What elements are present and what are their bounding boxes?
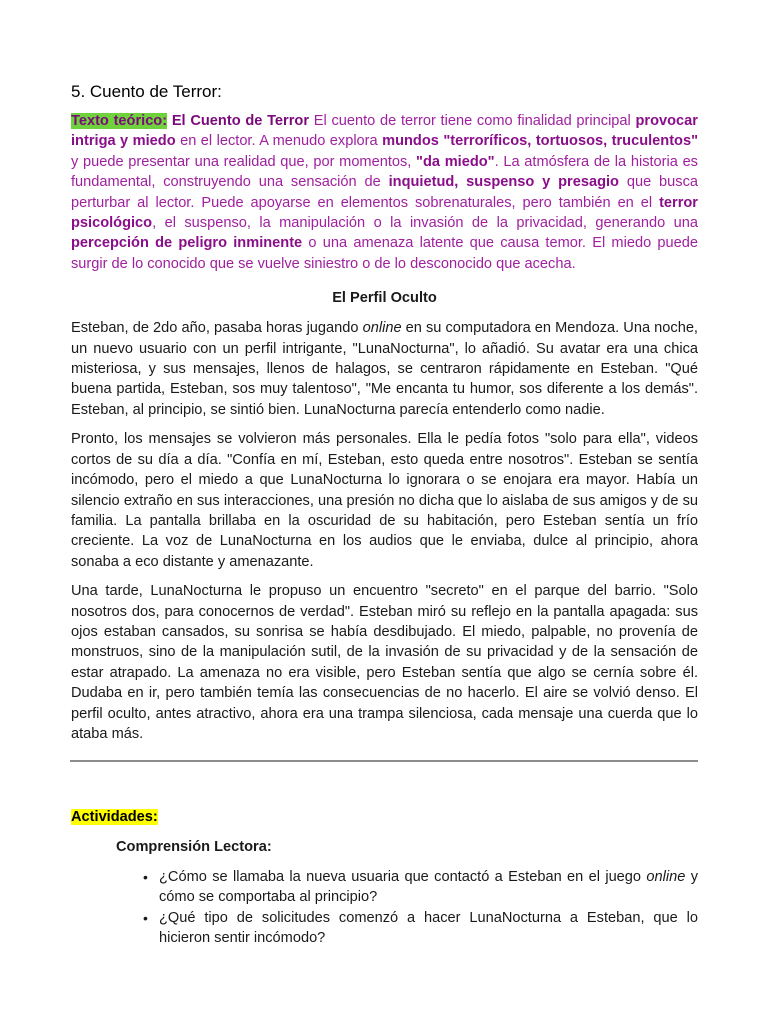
theory-bold-phrase: percepción de peligro inminente xyxy=(71,235,303,252)
story-p1-emphasis: online xyxy=(362,320,402,337)
theory-tag: Texto teórico: xyxy=(71,113,168,129)
theory-lead: El Cuento de Terror xyxy=(171,113,309,129)
story-p1-end: en su computadora en Mendoza. Una noche, un nuevo usuario con un perfil intrigante, "LunaNocturna", lo añadió. Su avatar era una chica misteriosa, y sus mensajes, llenos de halagos, se centraron rápidamente en Esteban. "Qué buena partida, Esteban, sos muy talentoso", "Me encanta tu humor, sos diferente a los demás". Esteban, al principio, se sintió bien. LunaNocturna parecía entenderlo como nadie. xyxy=(71,320,698,418)
activities-label: Actividades: xyxy=(71,809,158,825)
story-body xyxy=(71,318,698,744)
story-p1-start: Esteban, de 2do año, pasaba horas jugando xyxy=(71,320,363,337)
question-item-1 xyxy=(71,867,698,908)
question-1-start: ¿Cómo se llamaba la nueva usuaria que contactó a Esteban en el juego xyxy=(159,869,647,885)
question-1-end: y cómo se comportaba al principio? xyxy=(159,869,698,906)
question-1-emphasis: online xyxy=(646,869,686,885)
question-item-2 xyxy=(71,908,698,949)
story-paragraph-2: Pronto, los mensajes se volvieron más personales. Ella le pedía fotos "solo para ella", videos cortos de su día a día. "Confía en mí, Esteban, esto queda entre nosotros". Esteban se sentía incómodo, pero el miedo a que LunaNocturna lo ignorara o se enojara era mayor. Había un silencio extraño en sus interacciones, una presión no dicha que lo aislaba de sus amigos y de su familia. La pantalla brillaba en la oscuridad de su habitación, pero Esteban sentía un frío creciente. La voz de LunaNocturna en los audios que le enviaba, dulce al principio, ahora sonaba a eco distante y amenazante. xyxy=(71,431,698,570)
main-content xyxy=(71,80,698,744)
story-title: El Perfil Oculto xyxy=(332,290,437,307)
theory-bold-phrase: provocar intriga y miedo xyxy=(71,113,698,150)
theory-text-run: El cuento de terror tiene como finalidad principal xyxy=(309,113,636,129)
activities-label-row xyxy=(71,807,698,827)
bullet-icon: • xyxy=(143,869,148,885)
horizontal-divider xyxy=(70,760,698,762)
theory-body xyxy=(71,113,698,272)
theory-text-run: , el suspenso, la manipulación o la invasión de la privacidad, generando una xyxy=(152,215,698,232)
theory-text-run: . La atmósfera de la historia es fundamental, construyendo una sensación de xyxy=(71,153,698,191)
story-paragraph-3: Una tarde, LunaNocturna le propuso un encuentro "secreto" en el parque del barrio. "Solo nosotros dos, para conocernos de verdad". Esteban miró su reflejo en la pantalla apagada: sus ojos estaban cansados, su sonrisa se había desdibujado. El miedo, palpable, no provenía de monstruos, sino de la manipulación sutil, de la invasión de su privacidad y de la sensación de estar atrapado. La amenaza no era visible, pero Esteban sentía que algo se cernía sobre él. Dudaba en ir, pero también temía las consecuencias de no hacerlo. El aire se volvió denso. El perfil oculto, antes atractivo, ahora era una trampa silenciosa, cada mensaje una cuerda que lo ataba más. xyxy=(71,583,698,742)
comprehension-subtitle: Comprensión Lectora: xyxy=(116,839,272,855)
activities-section xyxy=(71,807,698,949)
theory-paragraph xyxy=(71,111,698,274)
theory-text-run: y puede presentar una realidad que, por momentos, xyxy=(71,153,417,170)
theory-bold-phrase: inquietud, suspenso y presagio xyxy=(388,174,619,191)
theory-bold-phrase: mundos "terroríficos, tortuosos, truculentos" xyxy=(382,133,699,150)
section-heading: 5. Cuento de Terror: xyxy=(71,82,222,101)
bullet-icon: • xyxy=(143,909,148,926)
theory-text-run: o una amenaza latente que causa temor. El miedo puede surgir de lo conocido que se vuelve siniestro o de lo desconocido que acecha. xyxy=(71,235,699,272)
theory-bold-phrase: "da miedo" xyxy=(416,153,495,170)
theory-bold-phrase: terror psicológico xyxy=(71,194,698,232)
story-paragraph-1 xyxy=(71,318,698,420)
theory-text-run: en el lector. A menudo explora xyxy=(175,133,383,150)
theory-text-run: que busca perturbar al lector. Puede apoyarse en elementos sobrenaturales, pero también en el xyxy=(71,174,698,211)
question-2-text: ¿Qué tipo de solicitudes comenzó a hacer LunaNocturna a Esteban, que lo hicieron sentir incómodo? xyxy=(159,909,698,947)
question-list xyxy=(71,867,698,949)
